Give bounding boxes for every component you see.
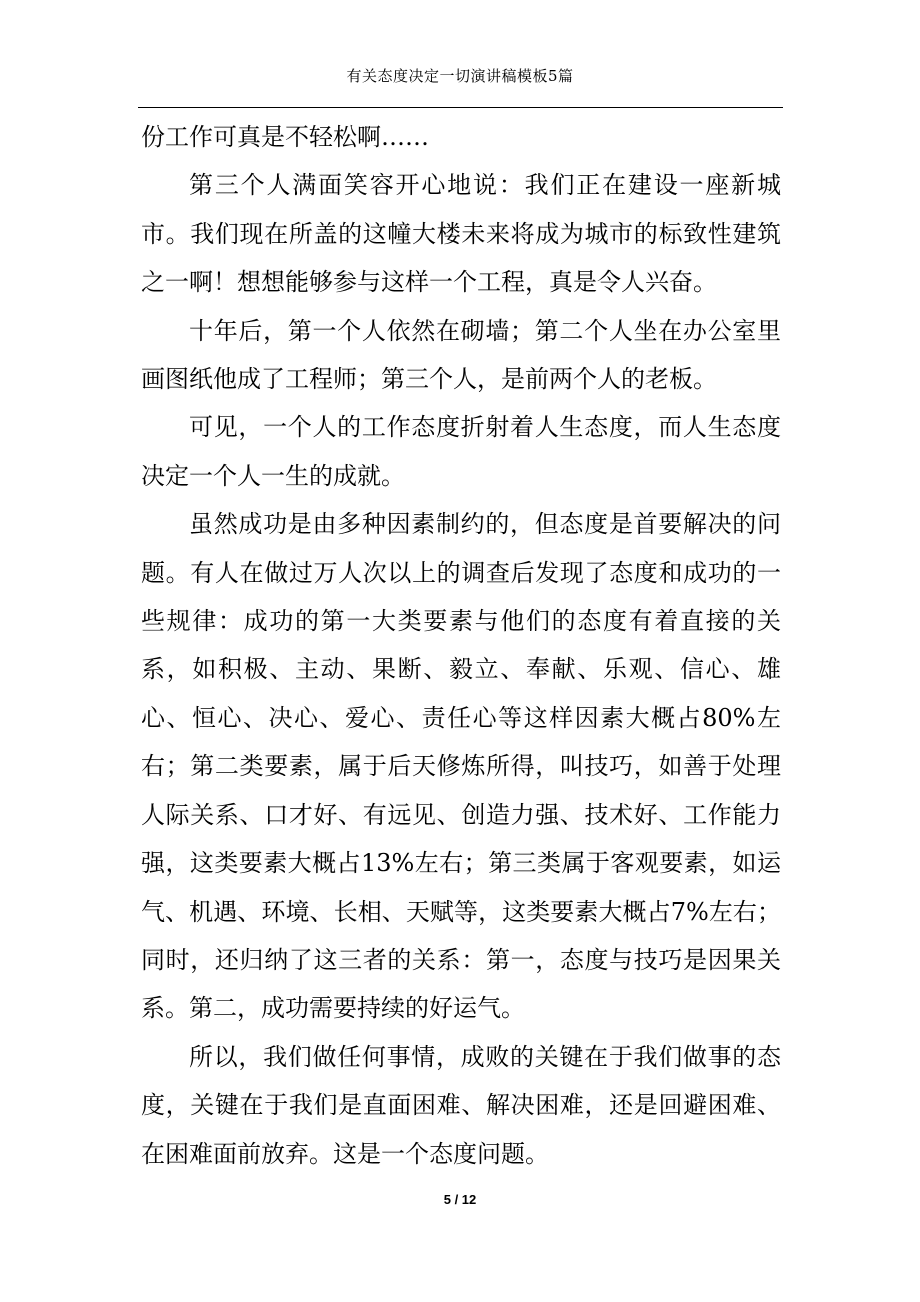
page-header-title: 有关态度决定一切演讲稿模板5篇 [346, 67, 574, 85]
header-divider [138, 107, 783, 108]
paragraph-third-person: 第三个人满面笑容开心地说：我们正在建设一座新城市。我们现在所盖的这幢大楼未来将成为城市的标致性建筑之一啊！想想能够参与这样一个工程，真是令人兴奋。 [141, 171, 781, 297]
page-number: 5 / 12 [443, 1192, 477, 1207]
paragraph-success-factors: 虽然成功是由多种因素制约的，但态度是首要解决的问题。有人在做过万人次以上的调查后发现了态度和成功的一些规律：成功的第一大类要素与他们的态度有着直接的关系，如积极、主动、果断、毅立、奉献、乐观、信心、雄心、恒心、决心、爱心、责任心等这样因素大概占80%左右；第二类要素，属于后天修炼所得，叫技巧，如善于处理人际关系、口才好、有远见、创造力强、技术好、工作能力强，这类要素大概占13%左右；第三类属于客观要素，如运气、机遇、环境、长相、天赋等，这类要素大概占7%左右；同时，还归纳了这三者的关系：第一，态度与技巧是因果关系。第二，成功需要持续的好运气。 [141, 510, 781, 1023]
paragraph-final-summary: 所以，我们做任何事情，成败的关键在于我们做事的态度，关键在于我们是直面困难、解决困难，还是回避困难、在困难面前放弃。这是一个态度问题。 [141, 1042, 781, 1168]
paragraph-continuation: 份工作可真是不轻松啊…… [141, 123, 429, 151]
paragraph-ten-years-later: 十年后，第一个人依然在砌墙；第二个人坐在办公室里画图纸他成了工程师；第三个人，是前两个人的老板。 [141, 316, 781, 394]
document-body [141, 113, 781, 1178]
paragraph-conclusion-attitude: 可见，一个人的工作态度折射着人生态度，而人生态度决定一个人一生的成就。 [141, 413, 781, 490]
